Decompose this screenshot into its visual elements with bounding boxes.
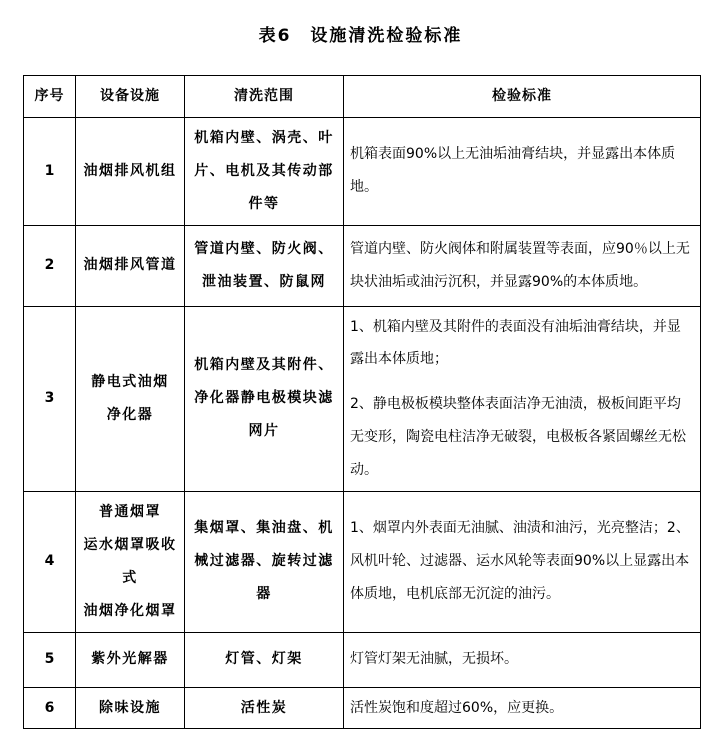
row-number: 6 [24,687,76,729]
row-number: 1 [24,117,76,225]
equipment-cell: 紫外光解器 [76,632,185,687]
table-row [24,632,701,687]
table-title: 表6 设施清洗检验标准 [258,26,463,46]
header-scope: 清洗范围 [185,76,344,118]
inspection-standards-table [23,75,701,729]
standard-cell: 机箱表面90%以上无油垢油膏结块，并显露出本体质地。 [344,117,701,225]
table-row [24,687,701,729]
header-no: 序号 [24,76,76,118]
scope-cell: 灯管、灯架 [185,632,344,687]
equipment-cell: 普通烟罩 运水烟罩吸收式 油烟净化烟罩 [76,492,185,633]
header-equipment: 设备设施 [76,76,185,118]
scope-cell: 集烟罩、集油盘、机械过滤器、旋转过滤器 [185,492,344,633]
table-row [24,306,701,491]
table-row [24,225,701,306]
table-row [24,492,701,633]
equipment-cell: 油烟排风管道 [76,225,185,306]
standard-cell: 1、烟罩内外表面无油腻、油渍和油污，光亮整洁；2、风机叶轮、过滤器、运水风轮等表面90%以上显露出本体质地，电机底部无沉淀的油污。 [344,492,701,633]
scope-cell: 管道内壁、防火阀、泄油装置、防鼠网 [185,225,344,306]
equipment-cell: 除味设施 [76,687,185,729]
standard-cell: 灯管灯架无油腻，无损坏。 [344,632,701,687]
row-number: 5 [24,632,76,687]
standard-cell: 活性炭饱和度超过60%，应更换。 [344,687,701,729]
equipment-cell: 静电式油烟 净化器 [76,306,185,491]
header-standard: 检验标准 [344,76,701,118]
table-header-row [24,76,701,118]
scope-cell: 机箱内壁及其附件、净化器静电极模块滤网片 [185,306,344,491]
standard-cell: 管道内壁、防火阀体和附属装置等表面，应90％以上无块状油垢或油污沉积，并显露90%的本体质地。 [344,225,701,306]
equipment-cell: 油烟排风机组 [76,117,185,225]
row-number: 3 [24,306,76,491]
scope-cell: 机箱内壁、涡壳、叶片、电机及其传动部件等 [185,117,344,225]
scope-cell: 活性炭 [185,687,344,729]
row-number: 2 [24,225,76,306]
standard-cell: 1、机箱内壁及其附件的表面没有油垢油膏结块，并显露出本体质地； 2、静电极板模块整体表面洁净无油渍，极板间距平均无变形，陶瓷电柱洁净无破裂，电极板各紧固螺丝无松动。 [344,306,701,491]
row-number: 4 [24,492,76,633]
table-row [24,117,701,225]
